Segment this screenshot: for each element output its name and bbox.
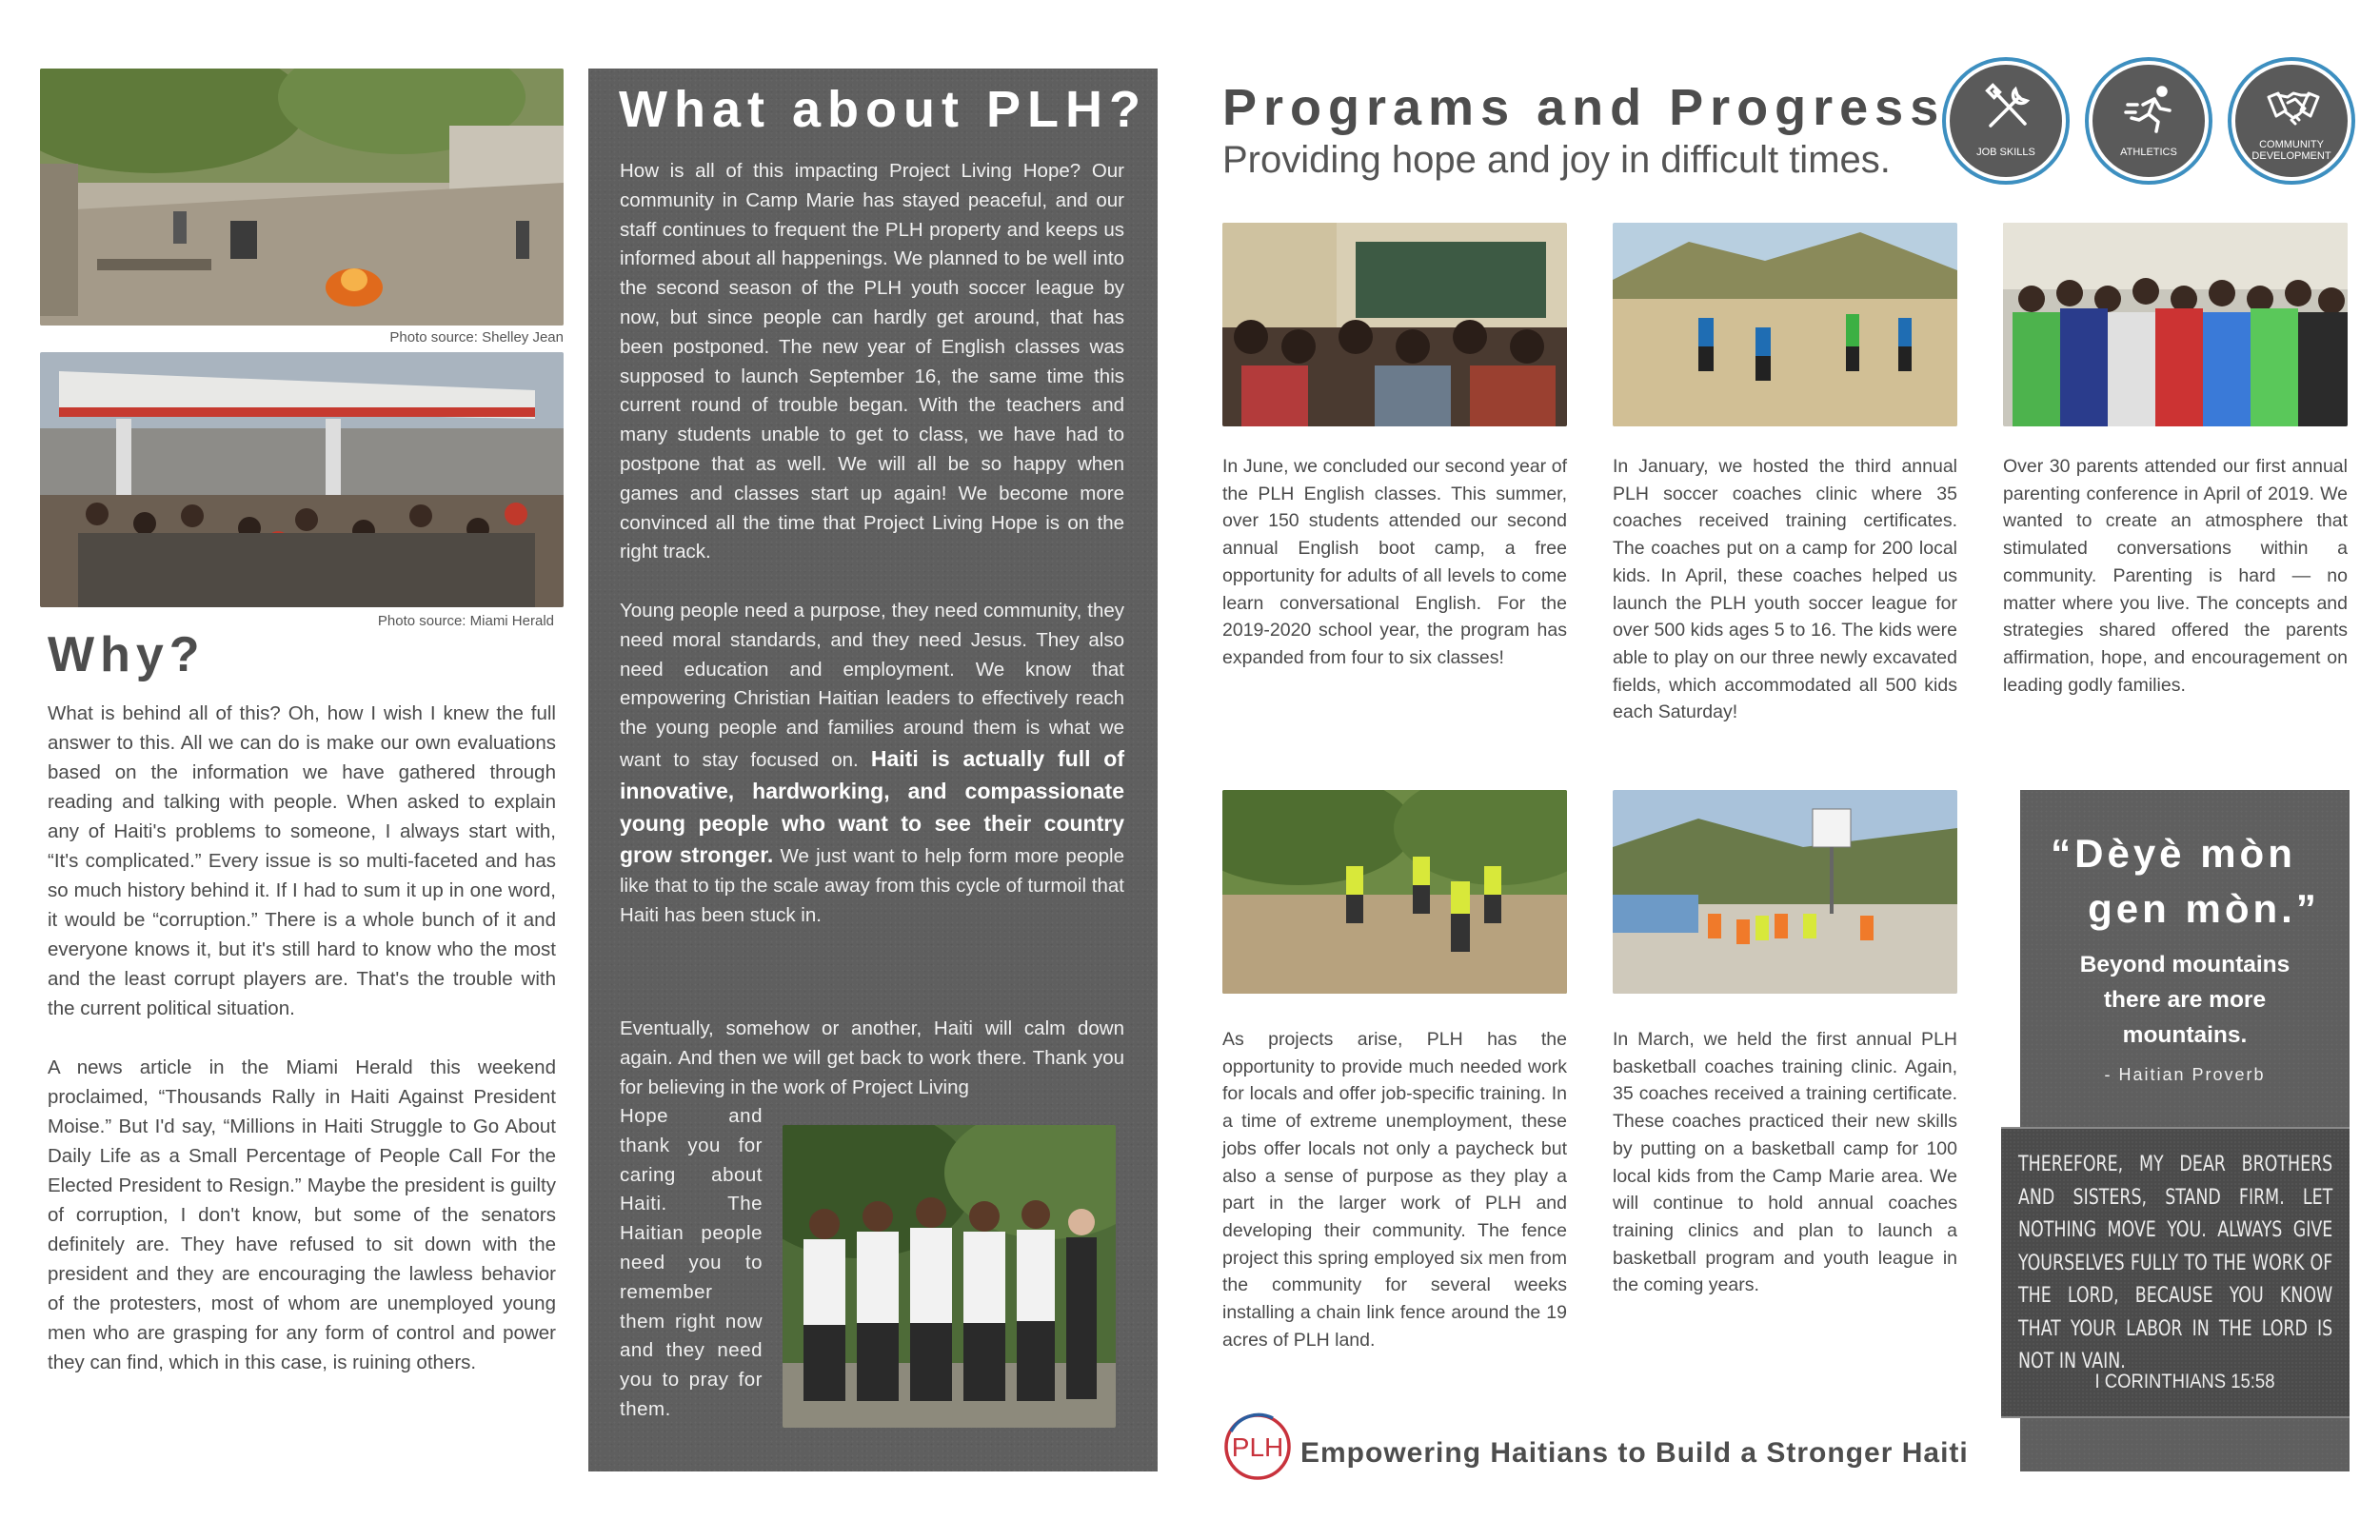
- community-label: COMMUNITY DEVELOPMENT: [2251, 139, 2331, 162]
- job-skills-badge: [1946, 61, 2066, 181]
- logo-text: PLH: [1231, 1432, 1284, 1462]
- verse-reference: I CORINTHIANS 15:58: [2094, 1371, 2275, 1392]
- proverb-creole: [2020, 826, 2350, 937]
- job-skills-label: JOB SKILLS: [1976, 147, 2035, 158]
- gas-station-crowd-photo: [40, 352, 564, 607]
- tools-icon: [1981, 82, 2034, 135]
- plh-paragraph-2-bold: Haiti is actually full of innovative, hardworking, and compassionate young people who want to see their country grow stronger.: [620, 745, 1124, 868]
- plh-paragraph-3-wrap: Hope and thank you for caring about Haiti. The Haitian people need you to remember them right now and they need you to pray for them.: [620, 1105, 763, 1420]
- why-heading: Why?: [48, 627, 206, 682]
- proverb-line-1: “Dèyè mòn: [2051, 831, 2296, 876]
- parenting-conference-photo: [2003, 223, 2348, 426]
- athletics-label: ATHLETICS: [2120, 147, 2177, 158]
- protest-street-photo: [40, 69, 564, 326]
- why-paragraph-2: A news article in the Miami Herald this weekend proclaimed, “Thousands Rally in Haiti Against President Moise.” But I'd say, “Millions in Haiti Struggle to Go About Daily Life as a Small Percentage of People Call For the Elected President to Resign.” Maybe the president is guilty of corruption, I don't know, but some of the senators definitely are. They have refused to sit down with the president and they are encouraging the lawless behavior of the protesters, most of whom are unemployed young men who are grasping for any form of control and power they can find, which in this case, is ruining others.: [48, 1056, 556, 1373]
- programs-subheading: Providing hope and joy in difficult times.: [1222, 139, 1891, 181]
- plh-paragraph-2-end: We just want to help form more people like that to tip the scale away from this cycle of turmoil that Haiti has been stuck in.: [620, 845, 1124, 926]
- parenting-conference-text: Over 30 parents attended our first annual parenting conference in April of 2019. We wanted to create an atmosphere that stimulated conversations within a community. Parenting is hard — no matter where you live. The concepts and strategies shared offered the parents affirmation, hope, and encouragement on leading godly families.: [2003, 456, 2348, 696]
- proverb-attribution: - Haitian Proverb: [2104, 1065, 2266, 1084]
- verse-text: THEREFORE, MY DEAR BROTHERS AND SISTERS, STAND FIRM. LET NOTHING MOVE YOU. ALWAYS GIVE YOURSELVES FULLY TO THE WORK OF THE LORD, BECAUSE YOU KNOW THAT YOUR LABOR IN THE LORD IS NOT IN VAIN.: [2018, 1152, 2333, 1373]
- programs-heading: Programs and Progress: [1222, 79, 1946, 136]
- what-about-plh-body: [620, 157, 1124, 960]
- plh-paragraph-1: How is all of this impacting Project Living Hope? Our community in Camp Marie has stayed peaceful, and our staff continues to frequent the PLH property and keeps us informed about all happenings. We planned to be well into the second season of the PLH youth soccer league by now, but since people can hardly get around, that has been postponed. The new year of English classes was supposed to launch September 16, the same time this current round of trouble began. With the teachers and many students unable to get to class, we have had to postpone that as well. We will all be so happy when games and classes start up again! We become more convinced all the time that Project Living Hope is on the right track.: [620, 160, 1124, 563]
- basketball-clinic-text: In March, we held the first annual PLH basketball coaches training clinic. Again, 35 coaches received a training certificate. These coaches practiced their new skills by putting on a basketball camp for 100 local kids from the Camp Marie area. We will continue to hold annual coaches training clinics and plan to launch a basketball program and youth league in the coming years.: [1613, 1029, 1957, 1296]
- basketball-clinic-photo: [1613, 790, 1957, 994]
- handshake-icon: [2267, 82, 2320, 135]
- runner-icon: [2124, 82, 2177, 135]
- job-skills-text: As projects arise, PLH has the opportunity to provide much needed work for locals and offer job-specific training. In a time of extreme unemployment, these jobs offer locals not only a paycheck but also a sense of purpose as they play a part in the larger work of PLH and developing their community. The fence project this spring employed six men from the community for several weeks installing a chain link fence around the 19 acres of PLH land.: [1222, 1029, 1567, 1351]
- footer-tagline: Empowering Haitians to Build a Stronger Haiti: [1300, 1437, 1969, 1469]
- english-class-photo: [1222, 223, 1567, 426]
- why-paragraph-1: What is behind all of this? Oh, how I wish I knew the full answer to this. All we can do is make our own evaluations based on the information we have gathered through reading and talking with people. When asked to explain any of Haiti's problems to someone, I always start with, “It's complicated.” Every issue is so multi-faceted and has so much history behind it. If I had to sum it up in one word, it would be “corruption.” There is a whole bunch of it and everyone knows it, but it's still hard to know who the most and the least corrupt players are. That's the trouble with the current political situation.: [48, 702, 556, 1019]
- english-classes-text: In June, we concluded our second year of the PLH English classes. This summer, over 150 students attended our second annual English boot camp, a free opportunity for adults of all levels to come learn conversational English. For the 2019-2020 school year, the program has expanded from four to six classes!: [1222, 456, 1567, 668]
- photo-caption-2: Photo source: Miami Herald: [377, 613, 554, 629]
- proverb-line-2: gen mòn.”: [2088, 886, 2320, 931]
- team-group-photo: [783, 1125, 1116, 1428]
- fence-project-photo: [1222, 790, 1567, 994]
- plh-logo: [1221, 1411, 1294, 1483]
- why-body: [48, 699, 556, 1407]
- plh-paragraph-2-start: Young people need a purpose, they need community, they need moral standards, and they need Jesus. They also need education and employment. We know that empowering Christian Haitian leaders to effectively reach the young people and families around them is what we want to stay focused on.: [620, 599, 1124, 771]
- photo-caption-1: Photo source: Shelley Jean: [389, 329, 564, 346]
- what-about-plh-heading: What about PLH?: [619, 81, 1147, 138]
- proverb-translation: Beyond mountains there are more mountains.: [2079, 952, 2291, 1048]
- athletics-badge: [2089, 61, 2209, 181]
- community-badge: [2231, 61, 2351, 181]
- plh-paragraph-2: [620, 597, 1124, 931]
- soccer-clinic-text: In January, we hosted the third annual PLH soccer coaches clinic where 35 coaches received training certificates. The coaches put on a camp for 200 local kids. In April, these coaches helped us launch the PLH youth soccer league for over 500 kids ages 5 to 16. The kids were able to play on our three newly excavated fields, which accommodated all 500 kids each Saturday!: [1613, 456, 1957, 723]
- plh-paragraph-3: Eventually, somehow or another, Haiti will calm down again. And then we will get back to work there. Thank you for believing in the work of Project Living: [620, 1017, 1124, 1098]
- soccer-field-photo: [1613, 223, 1957, 426]
